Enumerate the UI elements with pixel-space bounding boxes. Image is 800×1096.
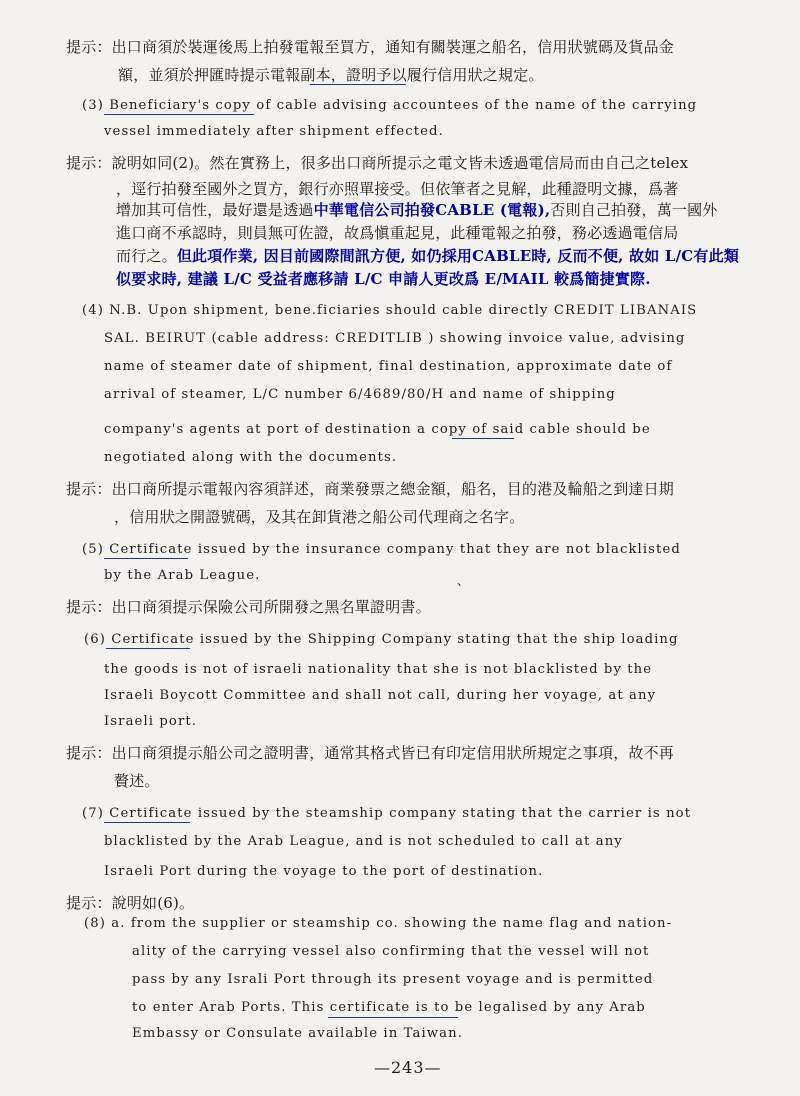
text-line: 提示：出口商所提示電報內容須詳述，商業發票之總金額，船名，目的港及輪船之到達日期 — [66, 480, 675, 498]
text-line: by the Arab League. — [104, 568, 261, 583]
text-line: 提示：出口商須提示船公司之證明書，通常其格式皆已有印定信用狀所規定之事項，故不再 — [66, 744, 675, 762]
text-line: 提示：說明如同(2)。然在實務上，很多出口商所提示之電文皆未透過電信局而由自己之telex — [66, 154, 689, 172]
underline — [452, 438, 514, 439]
underline — [104, 558, 188, 559]
text-line: the goods is not of israeli nationality that she is not blacklisted by the — [104, 662, 653, 677]
text-line: blacklisted by the Arab League, and is not scheduled to call at any — [104, 834, 623, 849]
text-line-mixed — [116, 199, 718, 220]
text-line: Israeli Port during the voyage to the port of destination. — [104, 864, 544, 879]
text-line: SAL. BEIRUT (cable address: CREDITLIB ) showing invoice value, advising — [104, 331, 686, 346]
text-line: (7) Certificate issued by the steamship company stating that the carrier is not — [82, 806, 692, 821]
underline — [328, 1017, 458, 1018]
text-line: 額，並須於押匯時提示電報副本，證明予以履行信用狀之規定。 — [118, 66, 544, 84]
highlight-segment: 但此項作業, 因目前國際間訊方便, 如仍採用CABLE時, 反而不便, 故如 L/C有此類 — [176, 247, 740, 265]
highlight-line: 似要求時, 建議 L/C 受益者應移請 L/C 申請人更改爲 E/MAIL 較爲簡捷實際. — [116, 270, 651, 288]
highlight-segment: 中華電信公司拍發CABLE (電報), — [313, 201, 551, 219]
text-line: to enter Arab Ports. This certificate is to be legalised by any Arab — [132, 1000, 646, 1015]
text-line: ，信用狀之開證號碼，及其在卸貨港之船公司代理商之名字。 — [114, 508, 525, 526]
underline — [106, 648, 190, 649]
text-segment: 增加其可信性，最好還是透過 — [116, 201, 314, 219]
text-line: Israeli Boycott Committee and shall not call, during her voyage, at any — [104, 688, 657, 703]
underline — [104, 822, 190, 823]
text-line: name of steamer date of shipment, final destination, approximate date of — [104, 359, 673, 374]
text-line: (3) Beneficiary's copy of cable advising accountees of the name of the carrying — [82, 98, 698, 113]
text-line: Embassy or Consulate available in Taiwan. — [132, 1026, 464, 1041]
text-line: pass by any Israli Port through its present voyage and is permitted — [132, 972, 654, 987]
text-line: ality of the carrying vessel also confirming that the vessel will not — [132, 944, 650, 959]
text-line: arrival of steamer, L/C number 6/4689/80/H and name of shipping — [104, 387, 616, 402]
text-line: company's agents at port of destination a copy of said cable should be — [104, 422, 651, 437]
text-line: 提示：出口商須於裝運後馬上拍發電報至買方，通知有關裝運之船名，信用狀號碼及貨品金 — [66, 38, 675, 56]
text-line: (8) a. from the supplier or steamship co. showing the name flag and nation- — [84, 916, 673, 931]
underline — [104, 114, 254, 115]
text-line: ，逕行拍發至國外之買方，銀行亦照單接受。但依筆者之見解，此種證明文據，爲著 — [116, 180, 679, 198]
text-line: 進口商不承認時，則員無可佐證，故爲愼重起見，此種電報之拍發，務必透過電信局 — [116, 224, 679, 242]
text-line: 贅述。 — [114, 772, 160, 790]
underline — [310, 84, 406, 85]
text-line: (6) Certificate issued by the Shipping Company stating that the ship loading — [84, 632, 679, 647]
page-number: —243— — [374, 1058, 442, 1077]
text-line: vessel immediately after shipment effected. — [104, 124, 444, 139]
stray-mark: 、 — [457, 574, 470, 588]
text-segment: 否則自己拍發，萬一國外 — [550, 201, 718, 219]
text-segment: 而行之。 — [116, 247, 177, 265]
text-line: 提示：說明如(6)。 — [66, 894, 195, 912]
text-line: (4) N.B. Upon shipment, bene.ficiaries should cable directly CREDIT LIBANAIS — [82, 303, 698, 318]
text-line: (5) Certificate issued by the insurance company that they are not blacklisted — [82, 542, 681, 557]
text-line-mixed — [116, 245, 739, 266]
text-line: Israeli port. — [104, 714, 198, 729]
text-line: 提示：出口商須提示保險公司所開發之黑名單證明書。 — [66, 598, 431, 616]
text-line: negotiated along with the documents. — [104, 450, 398, 465]
